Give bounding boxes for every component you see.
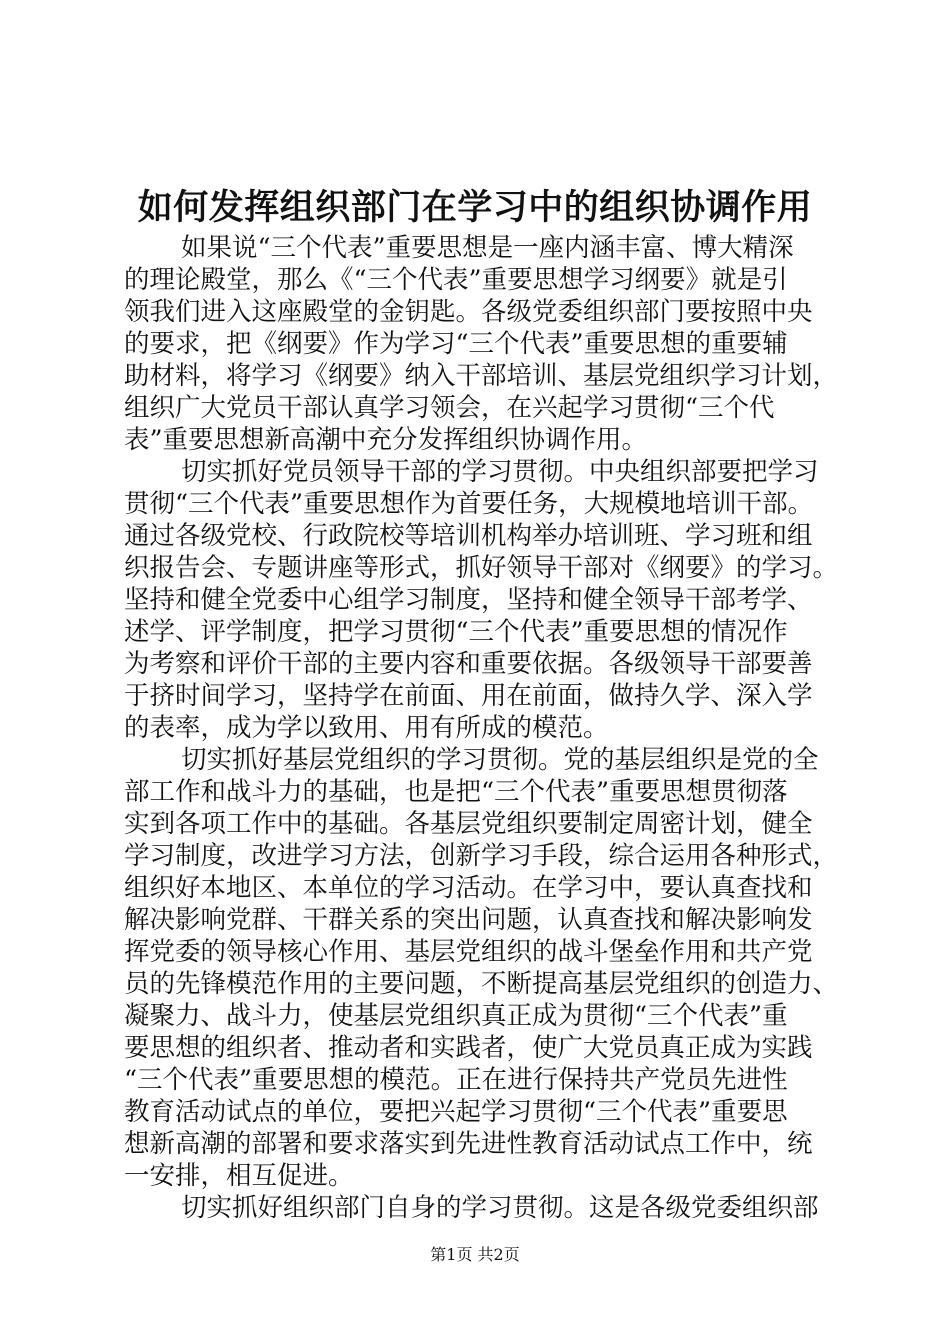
- text-line: 述学、评学制度，把学习贯彻“三个代表”重要思想的情况作: [124, 617, 788, 647]
- page-footer: 第1页 共2页: [430, 1245, 520, 1264]
- text-line: 为考察和评价干部的主要内容和重要依据。各级领导干部要善: [124, 649, 813, 679]
- text-line: 织报告会、专题讲座等形式，抓好领导干部对《纲要》的学习。: [124, 553, 839, 583]
- text-line: 切实抓好基层党组织的学习贯彻。党的基层组织是党的全: [181, 745, 819, 775]
- text-line: 如果说“三个代表”重要思想是一座内涵丰富、博大精深: [181, 233, 794, 263]
- text-line: 坚持和健全党委中心组学习制度，坚持和健全领导干部考学、: [124, 585, 813, 615]
- text-line: 解决影响党群、干群关系的突出问题，认真查找和解决影响发: [124, 905, 813, 935]
- text-line: 教育活动试点的单位，要把兴起学习贯彻“三个代表”重要思: [124, 1097, 788, 1127]
- text-line: 切实抓好党员领导干部的学习贯彻。中央组织部要把学习: [181, 457, 819, 487]
- text-line: 表”重要思想新高潮中充分发挥组织协调作用。: [124, 425, 648, 455]
- text-line: “三个代表”重要思想的模范。正在进行保持共产党员先进性: [124, 1065, 788, 1095]
- text-line: 员的先锋模范作用的主要问题，不断提高基层党组织的创造力、: [124, 969, 839, 999]
- text-line: 切实抓好组织部门自身的学习贯彻。这是各级党委组织部: [181, 1193, 819, 1223]
- text-line: 实到各项工作中的基础。各基层党组织要制定周密计划，健全: [124, 809, 813, 839]
- text-line: 要思想的组织者、推动者和实践者，使广大党员真正成为实践: [124, 1033, 813, 1063]
- text-line: 凝聚力、战斗力，使基层党组织真正成为贯彻“三个代表”重: [124, 1001, 788, 1031]
- text-line: 的理论殿堂，那么《“三个代表”重要思想学习纲要》就是引: [124, 265, 788, 295]
- text-line: 贯彻“三个代表”重要思想作为首要任务，大规模地培训干部。: [124, 489, 814, 519]
- text-line: 助材料，将学习《纲要》纳入干部培训、基层党组织学习计划，: [124, 361, 839, 391]
- text-line: 的要求，把《纲要》作为学习“三个代表”重要思想的重要辅: [124, 329, 788, 359]
- text-line: 组织广大党员干部认真学习领会，在兴起学习贯彻“三个代: [124, 393, 775, 423]
- text-line: 挥党委的领导核心作用、基层党组织的战斗堡垒作用和共产党: [124, 937, 813, 967]
- text-line: 一安排，相互促进。: [124, 1161, 354, 1191]
- text-line: 于挤时间学习，坚持学在前面、用在前面，做持久学、深入学: [124, 681, 813, 711]
- text-line: 组织好本地区、本单位的学习活动。在学习中，要认真查找和: [124, 873, 813, 903]
- document-title: 如何发挥组织部门在学习中的组织协调作用: [137, 187, 813, 228]
- document-body: [124, 232, 840, 1224]
- text-line: 想新高潮的部署和要求落实到先进性教育活动试点工作中，统: [124, 1129, 813, 1159]
- text-line: 学习制度，改进学习方法，创新学习手段，综合运用各种形式，: [124, 841, 839, 871]
- text-line: 部工作和战斗力的基础，也是把“三个代表”重要思想贯彻落: [124, 777, 788, 807]
- text-line: 通过各级党校、行政院校等培训机构举办培训班、学习班和组: [124, 521, 813, 551]
- text-line: 的表率，成为学以致用、用有所成的模范。: [124, 713, 609, 743]
- text-line: 领我们进入这座殿堂的金钥匙。各级党委组织部门要按照中央: [124, 297, 813, 327]
